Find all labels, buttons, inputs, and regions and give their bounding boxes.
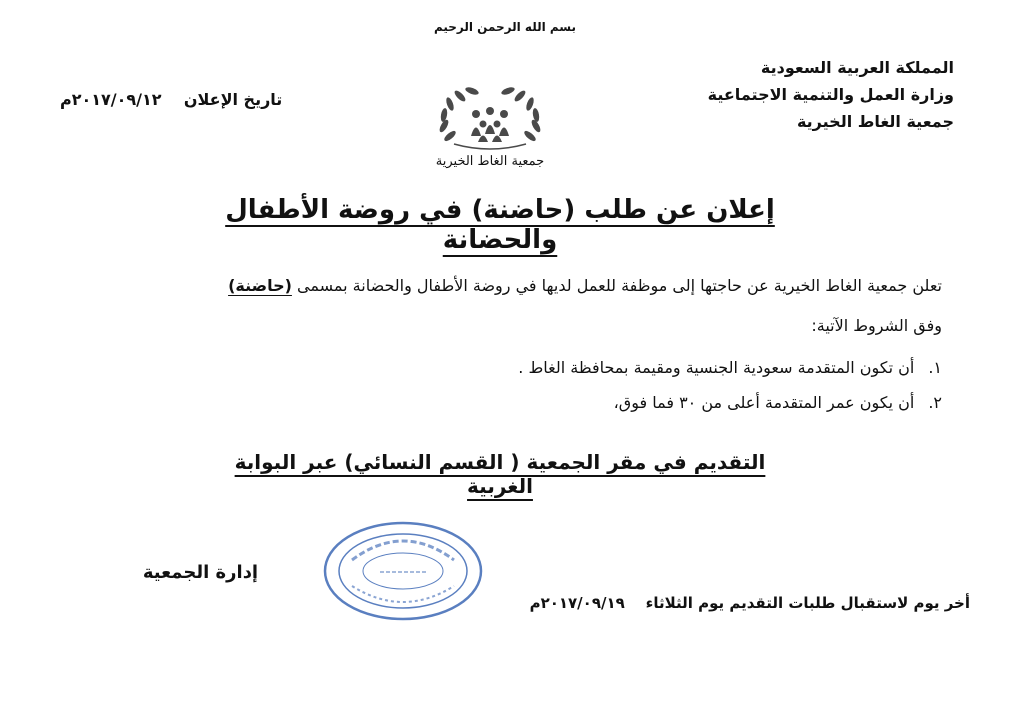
association-name: جمعية الغاط الخيرية [796,112,954,131]
condition-number: ١. [928,358,942,377]
job-title-highlight: (حاضنة) [228,276,292,295]
olive-branch-people-logo-icon [420,84,560,154]
intro-text: تعلن جمعية الغاط الخيرية عن حاجتها إلى موظفة للعمل لديها في روضة الأطفال والحضانة بمسمى [297,276,942,295]
announcement-date-value: ٢٠١٧/٠٩/١٢م [60,90,162,109]
announcement-date [60,90,310,109]
apply-location: التقديم في مقر الجمعية ( القسم النسائي) عبر البوابة الغربية [234,450,766,498]
association-logo [420,84,560,179]
association-seal-icon [322,520,484,622]
association-seal [322,520,484,622]
application-deadline [500,594,970,612]
letterhead [674,54,954,135]
ministry-name: وزارة العمل والتنمية الاجتماعية [707,85,954,104]
condition-item [518,358,942,377]
announcement-title: إعلان عن طلب (حاضنة) في روضة الأطفال والحضانة [225,195,775,255]
body-line-conditions-intro: وفق الشروط الآتية: [811,316,942,335]
body-line-intro [228,276,942,295]
deadline-date: ٢٠١٧/٠٩/١٩م [529,594,625,612]
announcement-date-label: تاريخ الإعلان [183,90,283,109]
country-name: المملكة العربية السعودية [760,58,954,77]
logo-caption: جمعية الغاط الخيرية [435,154,545,169]
condition-item [614,393,942,412]
condition-text: أن تكون المتقدمة سعودية الجنسية ومقيمة بمحافظة الغاط . [518,358,915,377]
basmala: بسم الله الرحمن الرحيم [433,20,577,34]
condition-text: أن يكون عمر المتقدمة أعلى من ٣٠ فما فوق، [613,393,915,412]
condition-number: ٢. [928,393,942,412]
signature-management: إدارة الجمعية [142,562,259,583]
deadline-text: أخر يوم لاستقبال طلبات التقديم يوم الثلاثاء [645,594,970,612]
